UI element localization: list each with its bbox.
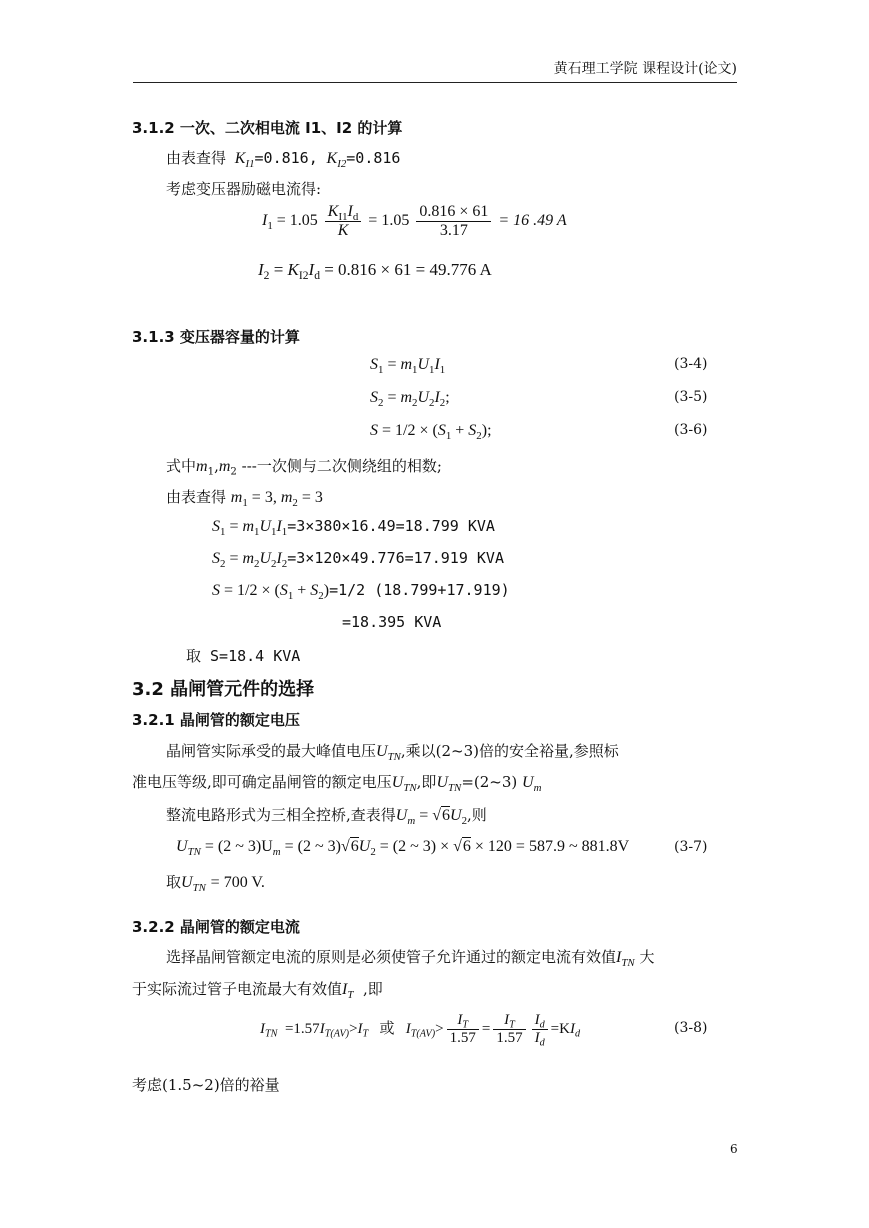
where-line: 式中$m_1,m_2$ ---一次侧与二次侧绕组的相数; (166, 457, 442, 478)
equation-i2: $I_2 = K_{I2}I_d = 0.816 \times 61 = 49.776$ A (258, 260, 492, 283)
page-number: 6 (730, 1142, 738, 1156)
eq-number-3-7: (3-7) (674, 839, 708, 855)
section-3-1-3-title: 3.1.3 变压器容量的计算 (132, 328, 300, 346)
voltage-para-text-b: ,乘以(2~3)倍的安全裕量,参照标 (400, 742, 619, 760)
s2-calc-line: $S_2 = m_2U_2I_2=3\times 120\times 49.776=17.919$ KVA (212, 549, 504, 570)
section-3-1-2-title: 3.1.2 一次、二次相电流 I1、I2 的计算 (132, 119, 403, 137)
current-para-line1: 选择晶闸管额定电流的原则是必须使管子允许通过的额定电流有效值$I_{TN}$ 大 (166, 948, 655, 969)
section-3-2-1-title: 3.2.1 晶闸管的额定电压 (132, 711, 300, 729)
k-values-line: 由表查得 $K_{I1}=0.816$, $K_{I2}=0.816$ (166, 149, 401, 170)
or-text: 或 (379, 1020, 395, 1037)
eq-number-3-6: (3-6) (674, 422, 708, 438)
i1-result: = 16 .49 A (498, 212, 567, 230)
s-calc-line: $S = 1/2 \times (S_1 + S_2)=1/2$ (18.799+17.919) (212, 581, 510, 602)
equation-current: $I_{TN} =1.57I_{T(AV)}>I_T$ 或 $I_{T(AV)}>$ $\frac{I_T}{1.57}$ = $\frac{I_T}{1.57}$ $\frac{I_d}{I_d}$ $=KI_d$ (260, 1012, 581, 1049)
section-3-2-2-title: 3.2.2 晶闸管的额定电流 (132, 918, 300, 936)
voltage-para-line2: 准电压等级,即可确定晶闸管的额定电压$U_{TN}$,即$U_{TN}=(2\sim 3)$ $U_m$ (132, 773, 542, 794)
current-para-line2: 于实际流过管子电流最大有效值$I_T$ ,即 (132, 980, 383, 1001)
equation-s1: $S_1 = m_1U_1I_1$ (370, 356, 446, 376)
voltage-para-text-e: =(2~3) (461, 773, 518, 791)
equation-s: $S = 1/2 \times (S_1 + S_2)$; (370, 422, 492, 442)
current-para-text-a: 选择晶闸管额定电流的原则是必须使管子允许通过的额定电流有效值 (166, 948, 617, 966)
margin-note: 考虑(1.5~2)倍的裕量 (132, 1076, 280, 1094)
utn-take-text-a: 取 (166, 873, 182, 891)
utn-take-line: 取$U_{TN} = 700$ V. (166, 873, 265, 894)
header-rule (133, 82, 737, 83)
rectifier-text-a: 整流电路形式为三相全控桥,查表得 (166, 806, 396, 824)
utn-take-value: = 700 V. (210, 874, 265, 891)
current-para-text-d: ,即 (362, 980, 383, 998)
equation-s2: $S_2 = m_2U_2I_2$; (370, 389, 450, 409)
utn-eq-main: = (2 ~ 3)U (204, 838, 273, 855)
current-para-text-b: 大 (639, 948, 655, 966)
s-result: =18.395 KVA (342, 613, 442, 631)
utn-eq-tail: × 120 = 587.9 ~ 881.8V (474, 838, 630, 855)
equation-utn: $U_{TN} = (2$ ~ $3)U_m = (2$ ~ $3)√6U_2 = (2$ ~ 3) × √6 × 120 = 587.9 ~ 881.8V (176, 838, 630, 858)
i2-result: = 0.816 × 61 = 49.776 A (324, 260, 492, 279)
eq-number-3-5: (3-5) (674, 389, 708, 405)
section-3-2-title: 3.2 晶闸管元件的选择 (132, 679, 315, 700)
eq-number-3-4: (3-4) (674, 356, 708, 372)
lookup-text: 由表查得 (166, 149, 227, 167)
phase-count-line: 由表查得 $m_1 = 3$, $m_2 = 3$ (166, 488, 323, 509)
voltage-para-text-d: ,即 (416, 773, 437, 791)
rectifier-text-b: ,则 (467, 806, 487, 824)
s1-calc-line: $S_1 = m_1U_1I_1=3\times 380\times 16.49=18.799$ KVA (212, 517, 495, 538)
s2-calc: =3×120×49.776=17.919 KVA (287, 549, 504, 567)
current-para-text-c: 于实际流过管子电流最大有效值 (132, 980, 343, 998)
equation-i1: $I_1 = 1.05$ $\frac{K_{I1}I_d}{K}$ = 1.05 $\frac{0.816 \times 61}{3.17}$ = 16 .49 A (262, 203, 567, 239)
s-take: 取 S=18.4 KVA (186, 647, 301, 665)
k-i1-value: =0.816, (254, 149, 318, 167)
magnetizing-note: 考虑变压器励磁电流得: (166, 180, 322, 198)
voltage-para-text-c: 准电压等级,即可确定晶闸管的额定电压 (132, 773, 392, 791)
lookup-text-2: 由表查得 (166, 488, 227, 506)
s1-calc: =3×380×16.49=18.799 KVA (287, 517, 495, 535)
where-text: ---一次侧与二次侧绕组的相数; (241, 457, 442, 475)
voltage-para-line1: 晶闸管实际承受的最大峰值电压$U_{TN}$,乘以(2~3)倍的安全裕量,参照标 (166, 742, 619, 763)
k-i2-value: =0.816 (346, 149, 401, 167)
rectifier-line: 整流电路形式为三相全控桥,查表得$U_m = √6U_2$,则 (166, 806, 487, 827)
page-header: 黄石理工学院 课程设计(论文) (553, 61, 737, 77)
eq-number-3-8: (3-8) (674, 1020, 708, 1036)
voltage-para-text-a: 晶闸管实际承受的最大峰值电压 (166, 742, 377, 760)
s-calc: =1/2 (18.799+17.919) (329, 581, 510, 599)
